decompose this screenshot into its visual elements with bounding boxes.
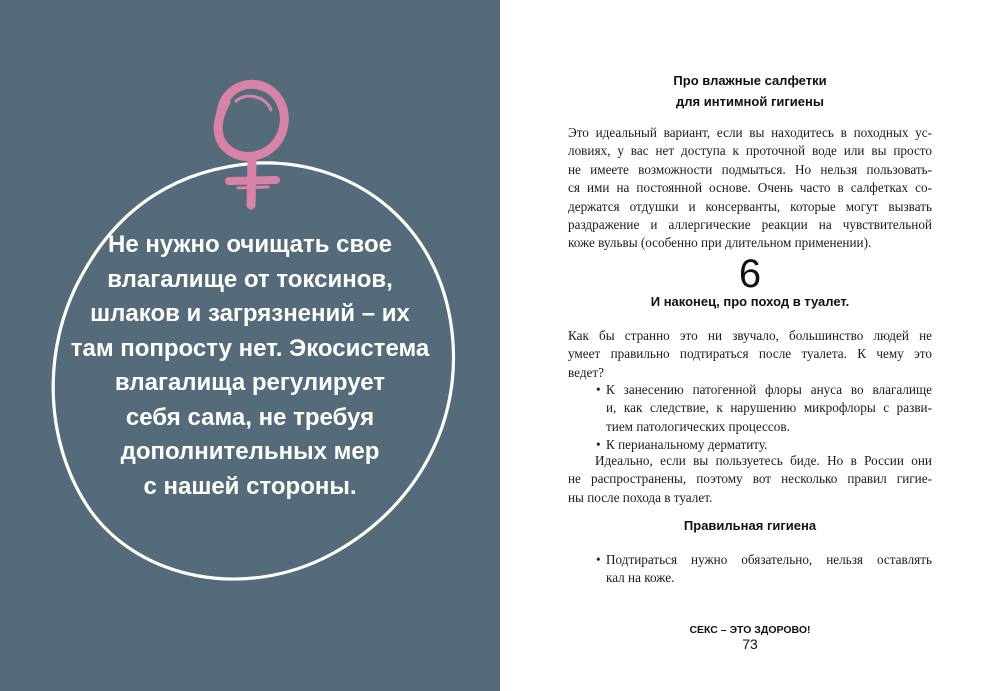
hygiene-rules-list xyxy=(596,551,932,588)
pull-quote xyxy=(60,228,440,504)
quote-line: себя сама, не требуя xyxy=(125,403,375,431)
toilet-heading: И наконец, про поход в туалет. xyxy=(650,294,850,309)
wipes-heading: Про влажные салфетки для интимной гигиены xyxy=(673,73,827,109)
quote-line: шлаков и загрязнений – их xyxy=(90,300,410,327)
list-item: • К занесению патогенной флоры ануса во влагалище и, как следствие, к нарушению микрофлоры с разви- тием патологических процессов. xyxy=(596,381,932,436)
left-page xyxy=(0,0,500,691)
quote-line: дополнительных мер xyxy=(120,438,380,465)
bidet-paragraph: Идеально, если вы пользуетесь биде. Но в России они xyxy=(595,453,932,468)
quote-line: там попросту нет. Экосистема xyxy=(70,334,430,362)
bidet-paragraph-cont: не распространены, поэтому вот несколько правил гигие- ны после похода в туалет. xyxy=(568,471,932,505)
consequences-list xyxy=(596,381,932,455)
list-item: • Подтираться нужно обязательно, нельзя оставлять кал на коже. xyxy=(596,551,932,588)
list-item: • К перианальному дерматиту. xyxy=(596,436,932,454)
section-number: 6 xyxy=(738,252,762,296)
wipes-paragraph: Это идеальный вариант, если вы находитесь в походных ус- ловиях, у вас нет доступа к проточной воде или вы просто не имеете возможности подмыться. Но нельзя пользовать- ся ими на постоянной основе. Очень часто в салфетках со- держатся отдушки и консерванты, которые могут вызвать раздражение и аллергические реакции на чувствительной коже вульвы (особенно при длительном применении). xyxy=(568,125,932,251)
right-page xyxy=(500,0,1001,691)
quote-line: влагалища регулирует xyxy=(114,369,386,396)
quote-line: Не нужно очищать свое xyxy=(108,231,392,258)
venus-icon xyxy=(218,84,284,205)
hygiene-heading: Правильная гигиена xyxy=(683,518,817,533)
quote-line: с нашей стороны. xyxy=(143,472,357,500)
page-number: 73 xyxy=(742,636,758,652)
quote-line: влагалище от токсинов, xyxy=(107,265,393,293)
toilet-intro: Как бы странно это ни звучало, большинство людей не умеет правильно подтираться после туалета. К чему это ведет? xyxy=(568,328,932,380)
running-title: СЕКС – ЭТО ЗДОРОВО! xyxy=(689,624,811,636)
